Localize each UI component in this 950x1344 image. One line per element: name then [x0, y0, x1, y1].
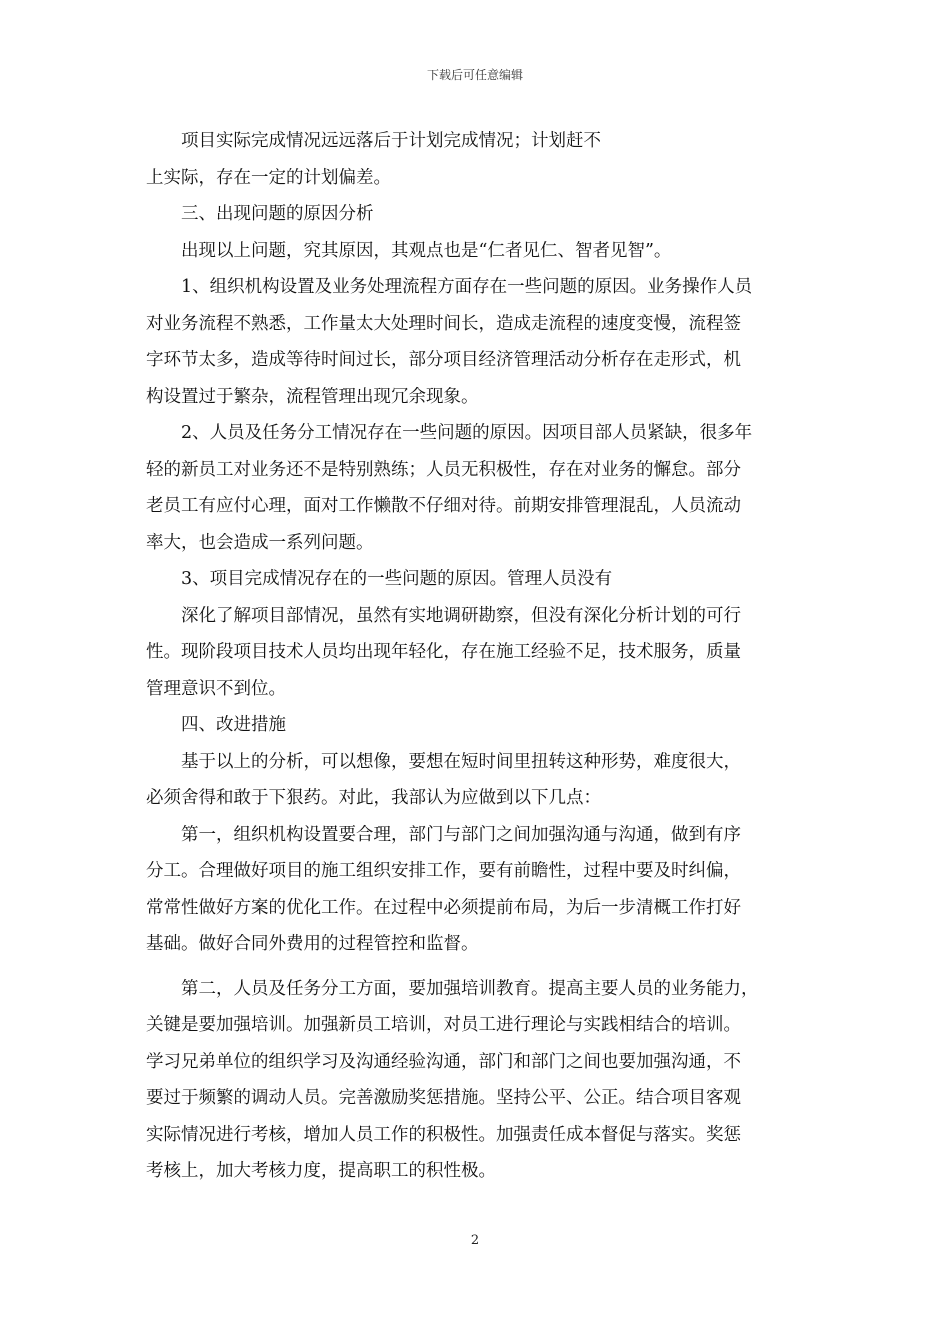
text-line: 必须舍得和敢于下狠药。对此，我部认为应做到以下几点： — [146, 788, 601, 808]
text-line: 四、改进措施 — [146, 715, 286, 735]
text-line: 要过于频繁的调动人员。完善激励奖惩措施。坚持公平、公正。结合项目客观 — [146, 1088, 741, 1108]
text-line: 字环节太多，造成等待时间过长，部分项目经济管理活动分析存在走形式，机 — [146, 350, 741, 370]
text-line: 三、出现问题的原因分析 — [146, 204, 374, 224]
text-line: 项目实际完成情况远远落后于计划完成情况；计划赶不 — [146, 131, 601, 151]
text-line: 3、项目完成情况存在的一些问题的原因。管理人员没有 — [146, 569, 613, 589]
text-line: 基于以上的分析，可以想像，要想在短时间里扭转这种形势，难度很大， — [146, 751, 741, 772]
text-line: 第二，人员及任务分工方面，要加强培训教育。提高主要人员的业务能力， — [146, 978, 759, 999]
text-line: 轻的新员工对业务还不是特别熟练；人员无积极性，存在对业务的懈怠。部分 — [146, 459, 741, 480]
text-line: 率大，也会造成一系列问题。 — [146, 532, 374, 553]
text-line: 2、人员及任务分工情况存在一些问题的原因。因项目部人员紧缺，很多年 — [146, 423, 753, 443]
text-line: 实际情况进行考核，增加人员工作的积极性。加强责任成本督促与落实。奖惩 — [146, 1124, 741, 1145]
text-line: 深化了解项目部情况，虽然有实地调研勘察，但没有深化分析计划的可行 — [146, 605, 741, 626]
page-number: 2 — [470, 1233, 480, 1248]
text-line: 1、组织机构设置及业务处理流程方面存在一些问题的原因。业务操作人员 — [146, 277, 753, 297]
text-line: 学习兄弟单位的组织学习及沟通经验沟通，部门和部门之间也要加强沟通，不 — [146, 1051, 741, 1072]
text-line: 老员工有应付心理，面对工作懒散不仔细对待。前期安排管理混乱，人员流动 — [146, 496, 741, 516]
text-line: 考核上，加大考核力度，提高职工的积性极。 — [146, 1161, 496, 1181]
text-line: 对业务流程不熟悉，工作量太大处理时间长，造成走流程的速度变慢，流程签 — [146, 313, 741, 334]
paragraph-gap — [146, 963, 806, 971]
text-line: 常常性做好方案的优化工作。在过程中必须提前布局，为后一步清概工作打好 — [146, 897, 741, 918]
text-line: 关键是要加强培训。加强新员工培训，对员工进行理论与实践相结合的培训。 — [146, 1015, 741, 1035]
text-line: 分工。合理做好项目的施工组织安排工作，要有前瞻性，过程中要及时纠偏， — [146, 861, 741, 881]
text-line: 第一，组织机构设置要合理，部门与部门之间加强沟通与沟通，做到有序 — [146, 824, 741, 845]
text-line: 构设置过于繁杂，流程管理出现冗余现象。 — [146, 386, 479, 407]
document-body — [146, 123, 806, 1190]
text-line: 性。现阶段项目技术人员均出现年轻化，存在施工经验不足，技术服务，质量 — [146, 642, 741, 662]
text-line: 管理意识不到位。 — [146, 678, 286, 699]
text-line: 出现以上问题，究其原因，其观点也是“仁者见仁、智者见智”。 — [146, 240, 672, 261]
text-line: 基础。做好合同外费用的过程管控和监督。 — [146, 934, 479, 954]
text-line: 上实际，存在一定的计划偏差。 — [146, 167, 391, 188]
page-header: 下载后可任意编辑 — [426, 68, 523, 82]
